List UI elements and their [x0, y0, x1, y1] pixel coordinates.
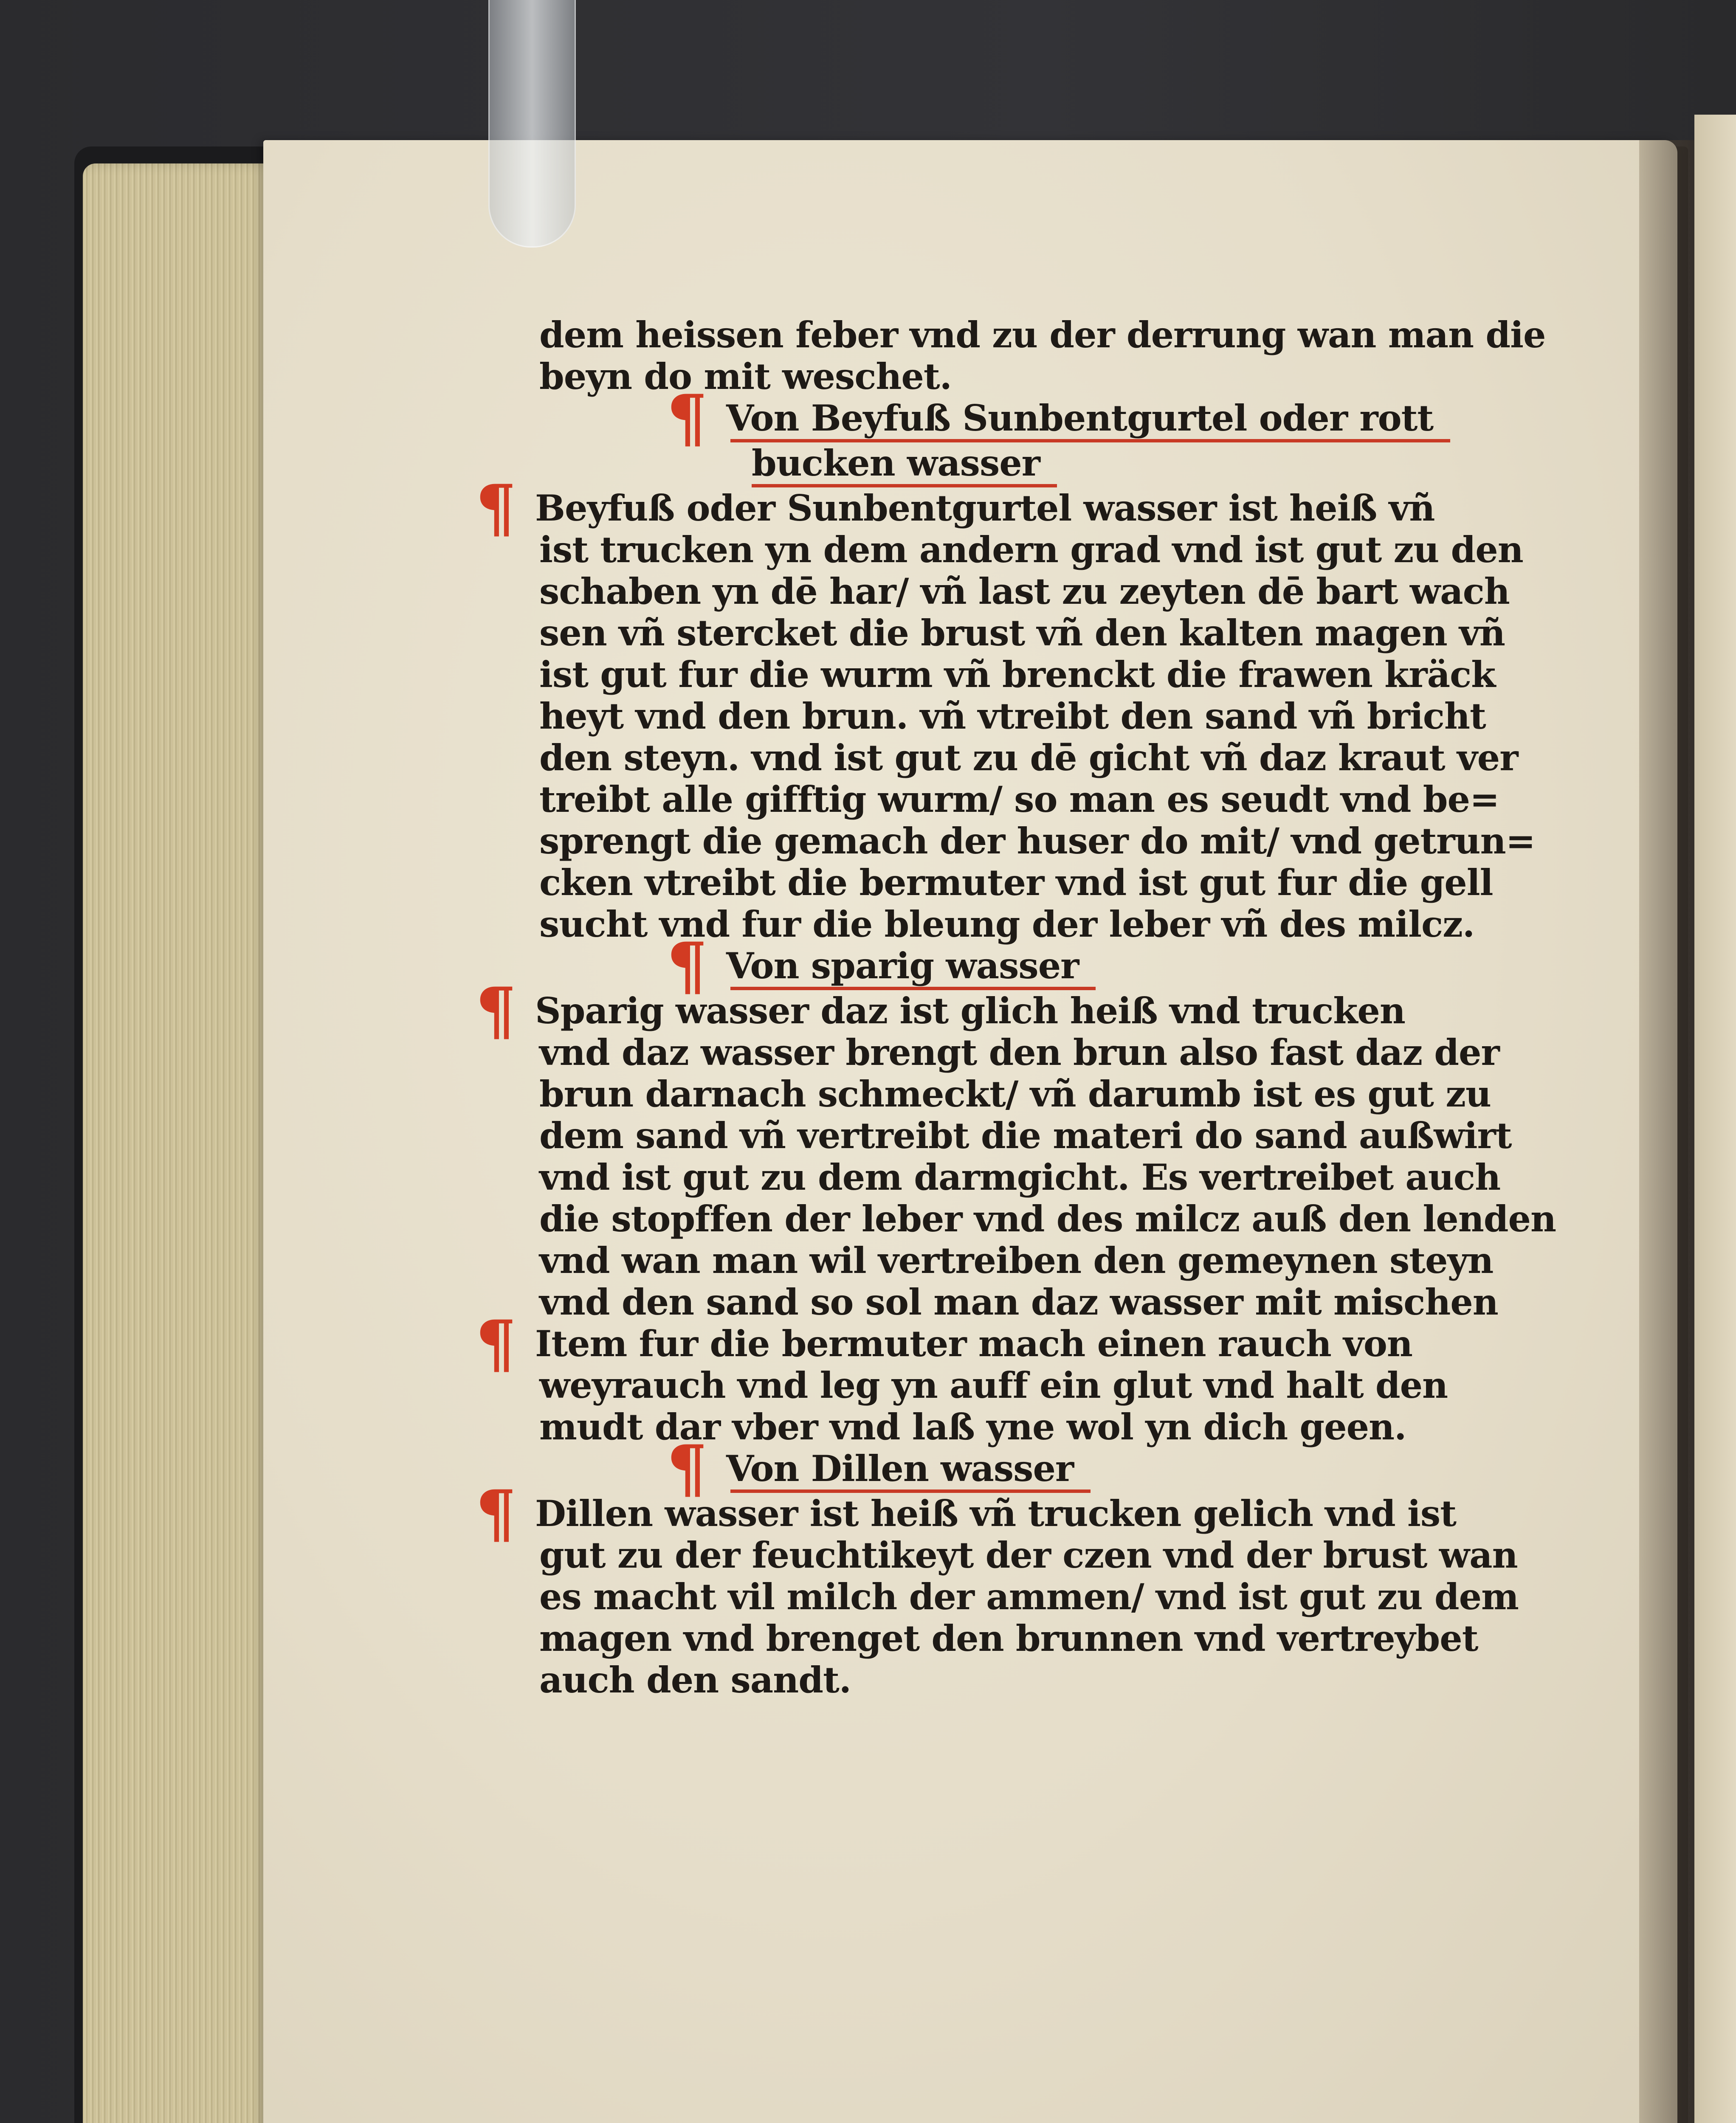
pilcrow-mark-icon: ¶	[476, 974, 516, 1048]
text-line	[539, 737, 1518, 779]
text-line	[539, 653, 1496, 695]
line-text: Von sparig wasser	[726, 945, 1079, 987]
line-text: den steyn. vnd ist gut zu dē gicht vñ daz kraut ver	[539, 737, 1518, 779]
section-heading	[667, 929, 1096, 1003]
text-line	[539, 1365, 1486, 1406]
line-text: sprengt die gemach der huser do mit/ vnd getrun=	[539, 820, 1536, 862]
pilcrow-mark-icon: ¶	[476, 1306, 516, 1381]
pilcrow-mark-icon: ¶	[476, 471, 516, 546]
line-text: beyn do mit weschet.	[539, 355, 952, 397]
pilcrow-mark-icon: ¶	[667, 381, 707, 456]
line-text: bucken wasser	[752, 442, 1040, 484]
line-text: Beyfuß oder Sunbentgurtel wasser ist heiß vñ	[535, 487, 1435, 529]
line-text: vnd den sand so sol man daz wasser mit mischen	[539, 1281, 1498, 1323]
text-line	[539, 529, 1523, 571]
text-line	[539, 1239, 1494, 1281]
line-text: ist gut fur die wurm vñ brenckt die frawen kräck	[539, 653, 1496, 695]
line-text: Von Beyfuß Sunbentgurtel oder rott	[726, 397, 1434, 439]
text-line	[476, 974, 1486, 1048]
text-line	[539, 612, 1505, 654]
line-text: es macht vil milch der ammen/ vnd ist gut zu dem	[539, 1576, 1519, 1618]
line-text: schaben yn dē har/ vñ last zu zeyten dē bart wach	[539, 570, 1510, 612]
text-line	[539, 1281, 1498, 1323]
text-line	[539, 1618, 1486, 1659]
line-text: dem sand vñ vertreibt die materi do sand außwirt	[539, 1115, 1512, 1157]
text-line	[476, 1306, 1486, 1381]
text-line	[539, 1156, 1501, 1198]
line-text: Sparig wasser daz ist glich heiß vnd trucken	[535, 990, 1405, 1032]
text-line	[539, 862, 1493, 904]
text-line	[476, 1476, 1486, 1551]
page-edges	[83, 163, 282, 2123]
line-text: gut zu der feuchtikeyt der czen vnd der brust wan	[539, 1534, 1518, 1576]
line-text: heyt vnd den brun. vñ vtreibt den sand vñ bricht	[539, 695, 1486, 737]
line-text: Dillen wasser ist heiß vñ trucken gelich vnd ist	[535, 1492, 1457, 1535]
text-line	[539, 695, 1486, 737]
line-text: treibt alle gifftig wurm/ so man es seudt vnd be=	[539, 778, 1499, 820]
book-gutter	[1639, 140, 1694, 2123]
line-text: brun darnach schmeckt/ vñ darumb ist es gut zu	[539, 1073, 1491, 1115]
line-text: magen vnd brenget den brunnen vnd vertreybet	[539, 1617, 1478, 1659]
section-heading	[667, 381, 1450, 456]
text-line	[539, 1073, 1491, 1115]
pilcrow-mark-icon: ¶	[476, 1476, 516, 1551]
text-line	[539, 570, 1510, 612]
line-text: auch den sandt.	[539, 1659, 851, 1701]
pilcrow-mark-icon: ¶	[667, 1431, 707, 1506]
text-line	[539, 1576, 1519, 1618]
text-line	[476, 471, 1486, 546]
line-text: vnd wan man wil vertreiben den gemeynen steyn	[539, 1239, 1494, 1281]
text-line	[539, 314, 1546, 356]
line-text: dem heissen feber vnd zu der derrung wan man die	[539, 314, 1546, 356]
line-text: Von Dillen wasser	[726, 1447, 1074, 1489]
line-text: vnd daz wasser brengt den brun also fast daz der	[539, 1031, 1499, 1073]
line-text: cken vtreibt die bermuter vnd ist gut fur die gell	[539, 862, 1493, 904]
pilcrow-mark-icon: ¶	[667, 929, 707, 1003]
line-text: ist trucken yn dem andern grad vnd ist gut zu den	[539, 529, 1523, 571]
text-line	[539, 778, 1499, 820]
text-line	[539, 1031, 1499, 1073]
facing-page-edge	[1694, 115, 1736, 2123]
top-page-clamp	[488, 0, 576, 248]
section-heading-continued	[752, 442, 1057, 487]
section-heading	[667, 1431, 1091, 1506]
text-line	[539, 1115, 1512, 1157]
line-text: die stopffen der leber vnd des milcz auß den lenden	[539, 1198, 1556, 1240]
text-line	[539, 1534, 1518, 1576]
text-line	[539, 1198, 1556, 1240]
text-line	[539, 820, 1536, 862]
page-text	[476, 314, 1556, 1701]
line-text: weyrauch vnd leg yn auff ein glut vnd halt den	[539, 1364, 1448, 1406]
line-text: sen vñ stercket die brust vñ den kalten magen vñ	[539, 612, 1505, 654]
line-text: vnd ist gut zu dem darmgicht. Es vertreibet auch	[539, 1156, 1501, 1198]
line-text: mudt dar vber vnd laß yne wol yn dich geen.	[539, 1406, 1406, 1448]
line-text: Item fur die bermuter mach einen rauch von	[535, 1323, 1412, 1365]
text-line	[539, 1659, 1486, 1701]
line-text: sucht vnd fur die bleung der leber vñ des milcz.	[539, 903, 1475, 945]
